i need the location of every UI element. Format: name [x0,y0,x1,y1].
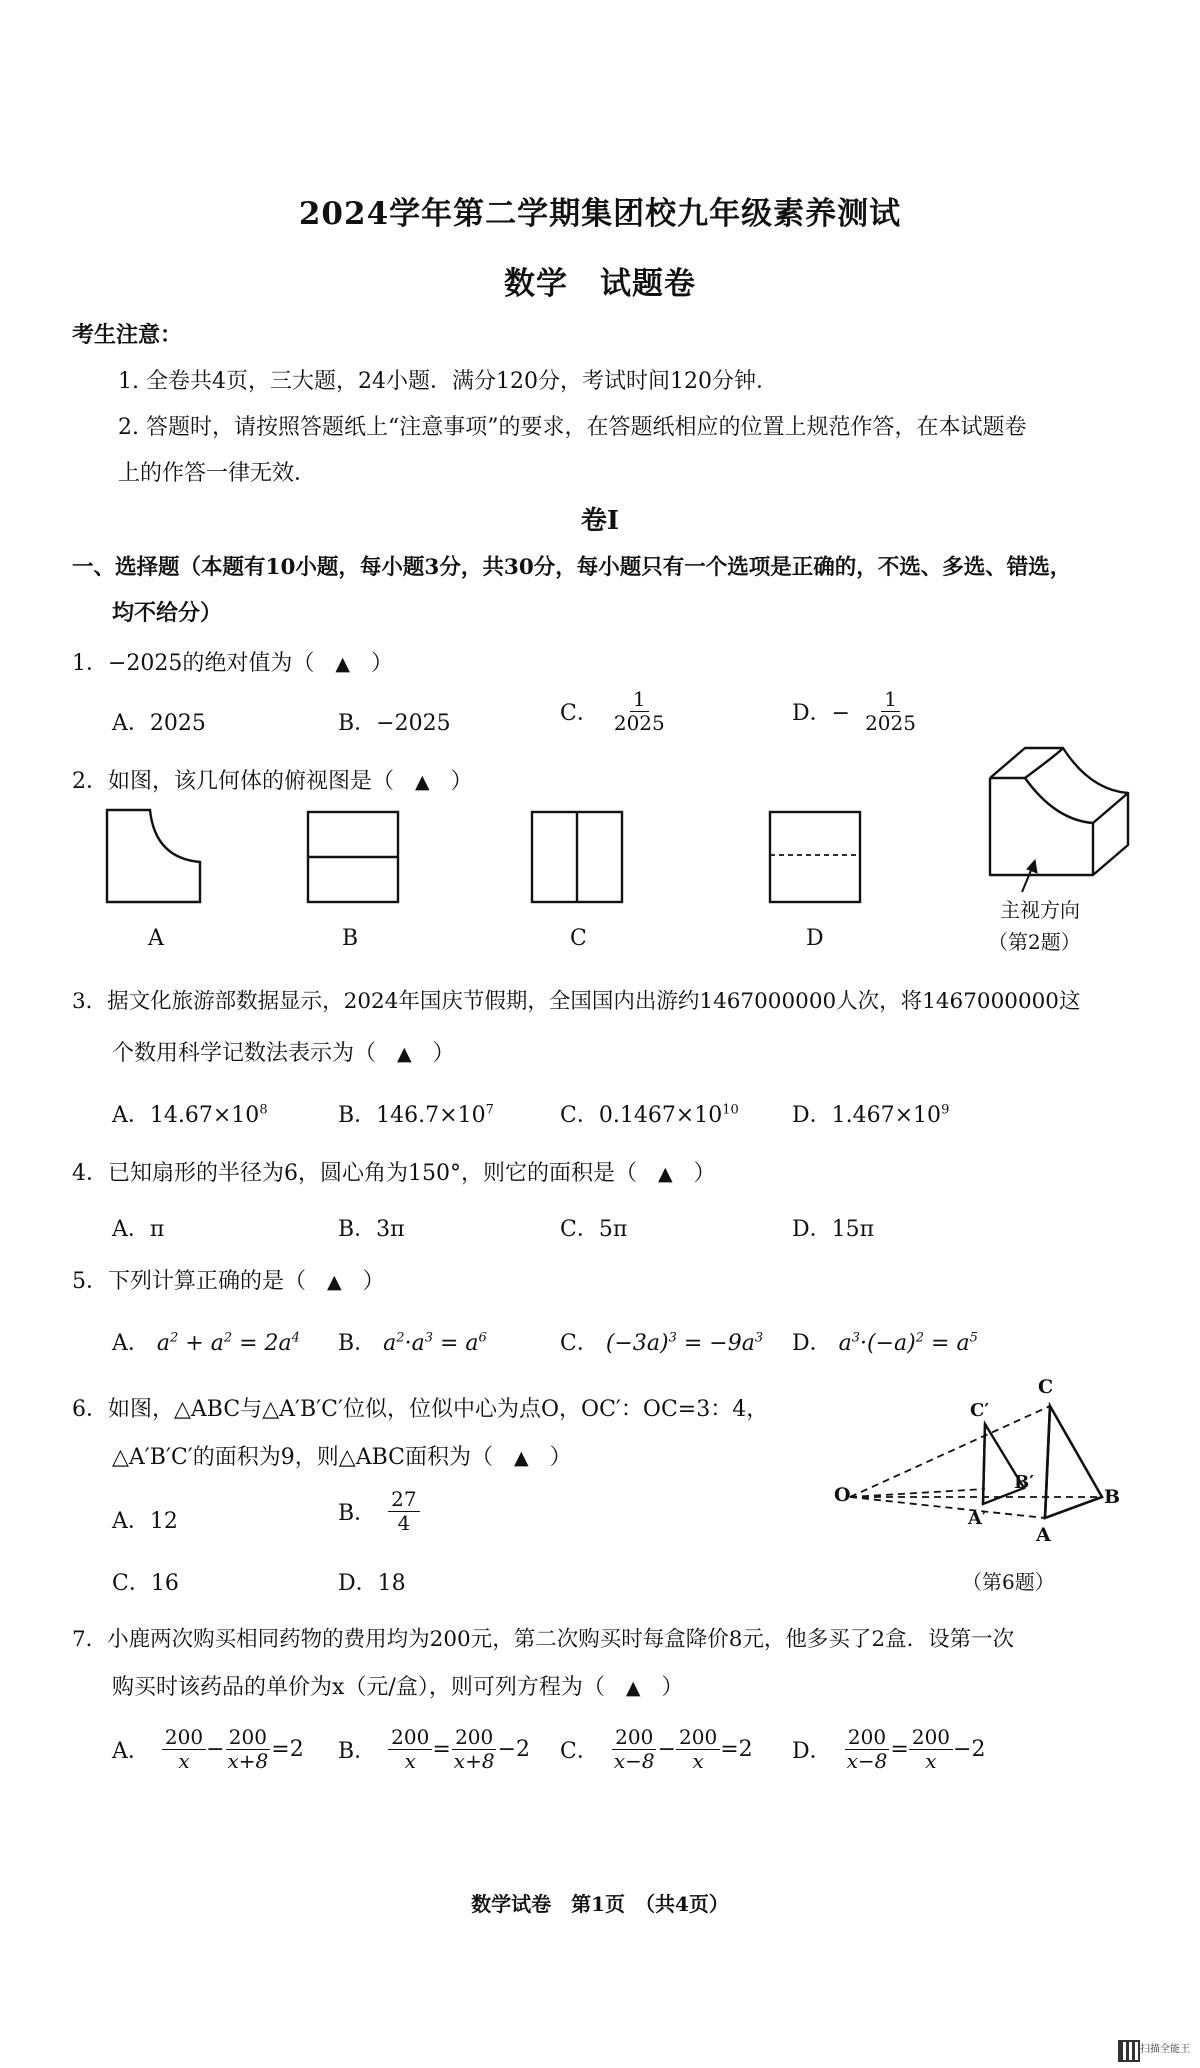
q5-option-b [338,1326,487,1357]
operator: =2 [720,1737,753,1762]
q4-stem-close: ） [693,1161,716,1186]
q7-option-a-label: A． [112,1739,150,1764]
q1-stem-text: 1．−2025的绝对值为（ [72,651,315,676]
fraction [676,1726,720,1773]
q5-option-c-expr: $(-3a)^3 = -9a^3$ [605,1330,764,1356]
q5-option-d-expr: $a^3\cdot(-a)^2 = a^5$ [838,1330,978,1356]
q7-option-d [792,1726,985,1773]
fraction-denominator: x−8 [613,1749,655,1773]
q4-option-d: D．15π [792,1217,875,1242]
q2-label-b: B [342,926,359,951]
operator: − [657,1737,677,1762]
q2-label-c: C [570,926,587,951]
operator: = [432,1737,451,1762]
q3-stem-cont [112,1036,455,1067]
answer-mark: ▲ [415,771,430,793]
fraction-numerator: 1 [630,688,649,712]
q6-figure [850,1406,1102,1518]
q7-stem-text: 购买时该药品的单价为x（元/盒），则可列方程为（ [112,1675,605,1700]
q7-option-b-label: B． [338,1739,377,1764]
q6-option-d: D．18 [338,1571,406,1596]
answer-mark: ▲ [327,1271,342,1293]
q7-stem-close: ） [661,1675,684,1700]
fraction [388,1726,432,1773]
fraction [844,1726,891,1773]
fraction-numerator: 200 [226,1726,270,1750]
q5-option-a-expr: $a^2 + a^2 = 2a^4$ [156,1330,300,1356]
q1-option-c-label: C． [560,701,599,726]
fraction [162,1726,206,1773]
q7-option-d-label: D． [792,1739,832,1764]
answer-mark: ▲ [658,1163,673,1185]
fraction-numerator: 200 [676,1726,720,1750]
fraction-numerator: 1 [881,688,900,712]
q3-stem-close: ） [432,1041,455,1066]
q1-option-d-label: D．− [792,701,851,726]
q6-option-b-label: B． [338,1501,377,1526]
q5-option-a-label: A． [112,1331,150,1356]
q3-stem: 3．据文化旅游部数据显示，2024年国庆节假期，全国国内出游约1467000000人次，将1467000000这 [72,989,1081,1014]
fraction-denominator: 2025 [865,711,916,735]
q7-option-b [338,1726,530,1773]
q5-option-d [792,1326,978,1357]
q6-caption: （第6题） [962,1570,1055,1594]
fraction-numerator: 200 [612,1726,656,1750]
q7-option-a [112,1726,304,1773]
q6-option-b [338,1488,420,1535]
q6-option-a: A．12 [112,1509,178,1534]
q6-stem-close: ） [549,1445,572,1470]
q3-option-b-base: B．146.7×10 [338,1103,486,1128]
q2-stem-text: 2．如图，该几何体的俯视图是（ [72,769,394,794]
q6-point-b-prime: B′ [1014,1472,1034,1493]
fraction [451,1726,498,1773]
q5-option-d-label: D． [792,1331,832,1356]
q3-option-c-base: C．0.1467×10 [560,1103,723,1128]
q6-point-c: C [1038,1376,1054,1398]
fraction-denominator: x [178,1749,190,1773]
q3-stem-text: 个数用科学记数法表示为（ [112,1041,377,1066]
q5-option-b-label: B． [338,1331,377,1356]
fraction-numerator: 200 [162,1726,206,1750]
q7-stem-cont [112,1670,683,1701]
q3-option-b [338,1098,494,1129]
q6-option-c: C．16 [112,1571,179,1596]
q3-option-d [792,1098,949,1129]
q3-option-d-exp: 9 [941,1102,950,1118]
q2-view-d [770,812,860,902]
operator: = [890,1737,909,1762]
q7-stem: 7．小鹿两次购买相同药物的费用均为200元，第二次购买时每盒降价8元，他多买了2盒．设第一次 [72,1627,1015,1652]
q2-stem-close: ） [450,769,473,794]
section-heading: 一、选择题（本题有10小题，每小题3分，共30分，每小题只有一个选项是正确的，不选、多选、错选， [72,555,1072,580]
q6-stem-cont [112,1440,572,1471]
q4-option-b: B．3π [338,1217,405,1242]
notice-item-2: 2. 答题时，请按照答题纸上“注意事项”的要求，在答题纸相应的位置上规范作答，在本试题卷 [118,415,1027,440]
q2-caption-direction: 主视方向 [1000,898,1080,922]
page-footer: 数学试卷 第1页 （共4页） [471,1892,729,1916]
section-heading-cont: 均不给分） [112,600,223,626]
q6-point-a-prime: A′ [968,1508,987,1529]
q1-stem-close: ） [371,651,394,676]
fraction-numerator: 200 [388,1726,432,1750]
q3-option-b-exp: 7 [485,1102,494,1118]
fraction-denominator: 2025 [613,711,665,735]
notice-item-1: 1. 全卷共4页，三大题，24小题．满分120分，考试时间120分钟． [118,369,778,394]
operator: −2 [953,1737,986,1762]
q2-caption-figure: （第2题） [988,930,1081,954]
q3-option-a-exp: 8 [259,1102,268,1118]
q6-option-b-fraction [388,1488,419,1535]
answer-mark: ▲ [514,1447,529,1469]
q4-stem [72,1156,716,1187]
q3-option-d-base: D．1.467×10 [792,1103,942,1128]
fraction-denominator: x+8 [227,1749,269,1773]
q5-stem-text: 5．下列计算正确的是（ [72,1269,306,1294]
q6-stem: 6．如图，△ABC与△A′B′C′位似，位似中心为点O，OC′：OC=3：4， [72,1397,769,1422]
notice-item-2-cont: 上的作答一律无效． [118,461,317,486]
answer-mark: ▲ [625,1677,641,1699]
q1-option-a: A．2025 [112,711,206,736]
q6-stem-text: △A′B′C′的面积为9，则△ABC面积为（ [112,1445,494,1470]
answer-mark: ▲ [335,653,351,675]
q4-option-a: A．π [112,1217,165,1242]
operator: −2 [497,1737,530,1762]
volume-label: 卷Ⅰ [580,506,620,536]
q6-point-b: B [1104,1486,1121,1508]
q7-option-c [560,1726,753,1773]
fraction-denominator: x+8 [453,1749,495,1773]
q5-option-a [112,1326,300,1357]
fraction-denominator: 4 [397,1511,411,1535]
q6-point-c-prime: C′ [970,1400,990,1421]
q2-solid [990,748,1128,875]
q3-option-a-base: A．14.67×10 [112,1103,260,1128]
q5-stem [72,1264,385,1295]
q5-stem-close: ） [362,1269,385,1294]
fraction-denominator: x−8 [846,1749,888,1773]
qr-code-icon [1118,2040,1140,2062]
operator: − [206,1737,225,1762]
q6-point-a: A [1036,1524,1051,1546]
q5-option-c [560,1326,763,1357]
fraction-numerator: 27 [388,1488,419,1512]
q3-option-c-exp: 10 [722,1102,739,1118]
q1-option-b: B．−2025 [338,711,451,736]
fraction-denominator: x [925,1749,937,1773]
fraction-numerator: 200 [452,1726,496,1750]
watermark-text: 扫描全能王 [1140,2044,1190,2055]
q3-option-a [112,1098,268,1129]
q7-option-c-label: C． [560,1739,599,1764]
q6-point-o: O [834,1484,851,1506]
page-title: 2024学年第二学期集团校九年级素养测试 [298,196,902,232]
q4-option-c: C．5π [560,1217,628,1242]
q5-option-b-expr: $a^2\cdot a^3 = a^6$ [383,1330,487,1356]
q3-option-c [560,1098,739,1129]
fraction-denominator: x [404,1749,416,1773]
q5-option-c-label: C． [560,1331,599,1356]
fraction-numerator: 200 [845,1726,889,1750]
fraction [611,1726,658,1773]
answer-mark: ▲ [397,1043,412,1065]
notice-heading: 考生注意： [72,322,183,348]
operator: =2 [271,1737,304,1762]
q4-stem-text: 4．已知扇形的半径为6，圆心角为150°，则它的面积是（ [72,1161,637,1186]
fraction-numerator: 200 [909,1726,953,1750]
q2-label-d: D [806,926,824,951]
q2-label-a: A [148,926,164,951]
fraction [909,1726,953,1773]
page-subtitle: 数学 试题卷 [504,266,696,302]
fraction-denominator: x [692,1749,704,1773]
fraction [225,1726,272,1773]
q2-view-a [107,810,200,902]
